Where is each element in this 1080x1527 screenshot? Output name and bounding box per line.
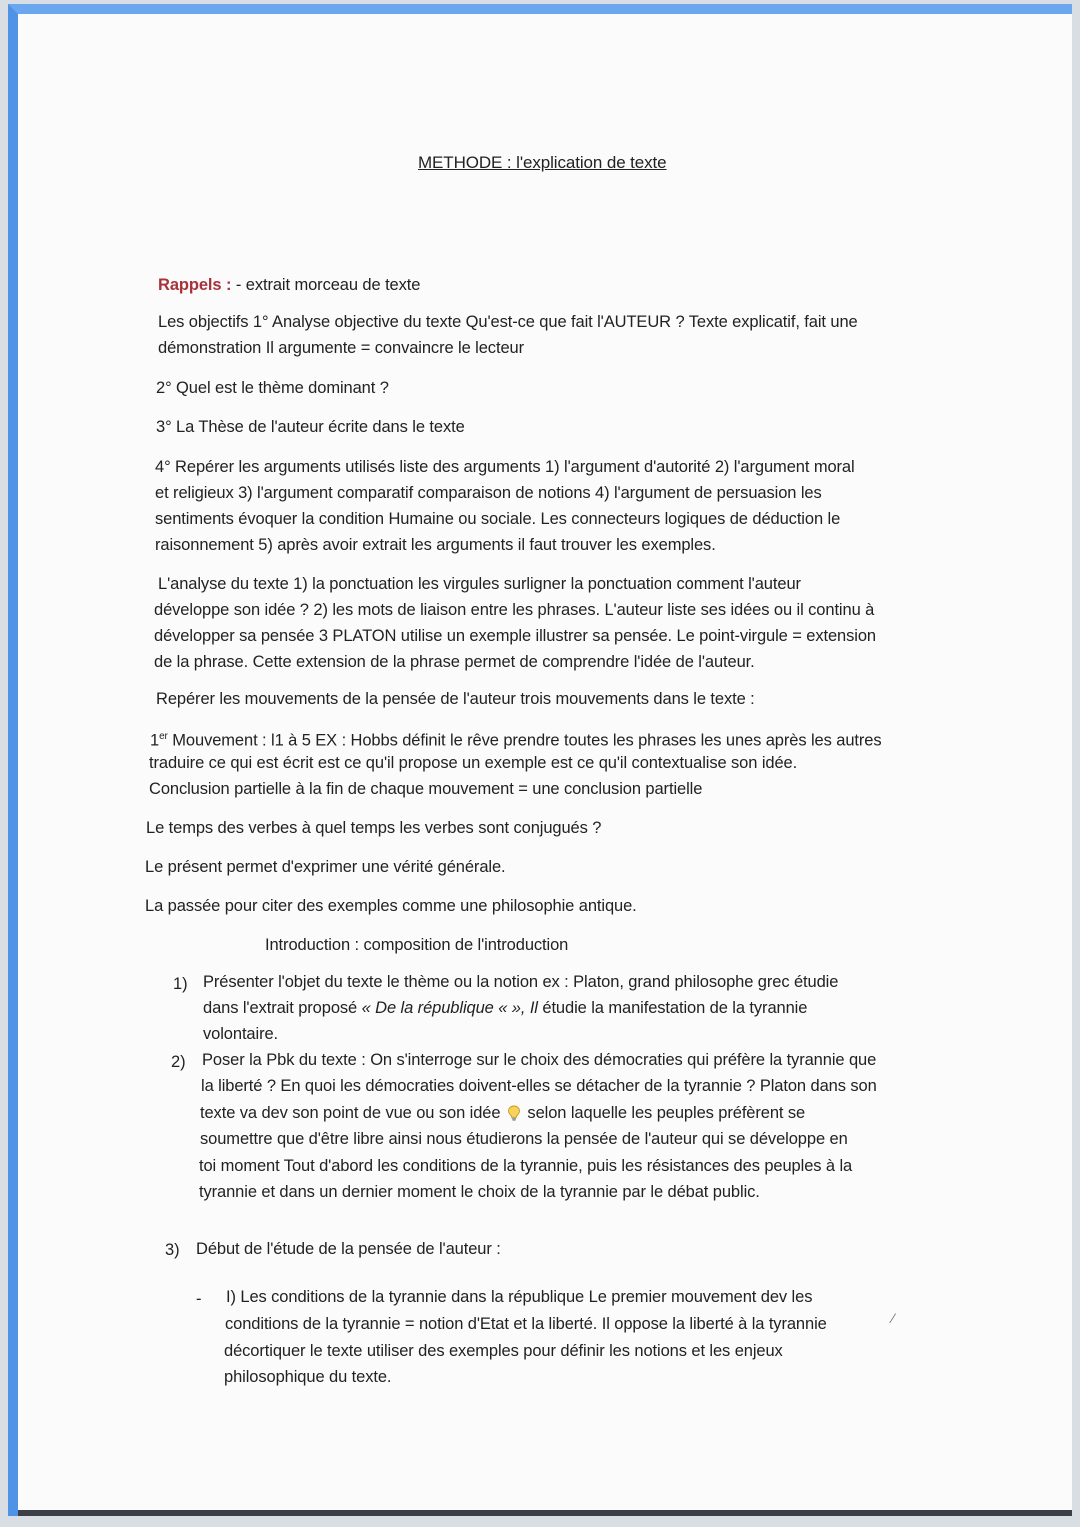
intro-item2-line-1: Poser la Pbk du texte : On s'interroge sur le choix des démocraties qui préfère la tyrannie que — [202, 1051, 877, 1069]
mouvement1-sup: er — [159, 731, 168, 742]
intro-item2-line-4: soumettre que d'être libre ainsi nous étudierons la pensée de l'auteur qui se développe en — [200, 1130, 848, 1148]
objectifs-line-3: 2° Quel est le thème dominant ? — [156, 379, 389, 397]
objectifs-line-2: démonstration Il argumente = convaincre le lecteur — [158, 339, 524, 357]
temps-line-3: La passée pour citer des exemples comme une philosophie antique. — [145, 897, 637, 915]
sub-bullet-line-1: I) Les conditions de la tyrannie dans la république Le premier mouvement dev les — [226, 1288, 813, 1306]
sub-bullet-line-2: conditions de la tyrannie = notion d'Etat et la liberté. Il oppose la liberté à la tyrannie — [225, 1315, 827, 1333]
document-page — [8, 4, 1072, 1516]
rappels-line — [158, 272, 420, 298]
intro-item2-line-2: la liberté ? En quoi les démocraties doivent-elles se détacher de la tyrannie ? Platon dans son — [201, 1077, 877, 1095]
sub-bullet-line-3: décortiquer le texte utiliser des exemples pour définir les notions et les enjeux — [224, 1342, 783, 1360]
sub-bullet-line-4: philosophique du texte. — [224, 1368, 392, 1386]
document-title: METHODE : l'explication de texte — [418, 153, 667, 172]
mouvements-intro: Repérer les mouvements de la pensée de l'auteur trois mouvements dans le texte : — [156, 690, 755, 708]
intro-number-1: 1) — [173, 975, 188, 993]
intro-item1-line-2 — [203, 995, 807, 1021]
mouvement1-line-3: Conclusion partielle à la fin de chaque mouvement = une conclusion partielle — [149, 780, 703, 798]
introduction-heading: Introduction : composition de l'introduction — [265, 936, 569, 954]
mouvement1-prefix: 1 — [150, 731, 160, 750]
page-bottom-edge — [18, 1510, 1072, 1516]
mouvement1-text: Mouvement : l1 à 5 EX : Hobbs définit le rêve prendre toutes les phrases les unes après les autres — [167, 731, 882, 750]
intro-number-2: 2) — [171, 1053, 186, 1071]
analyse-line-3: développer sa pensée 3 PLATON utilise un exemple illustrer sa pensée. Le point-virgule = extension — [154, 627, 876, 645]
intro-item1-line-1: Présenter l'objet du texte le thème ou la notion ex : Platon, grand philosophe grec étudie — [203, 973, 839, 991]
check-mark: ⁄ — [892, 1310, 895, 1326]
intro-item2-line-5: toi moment Tout d'abord les conditions de la tyrannie, puis les résistances des peuples à la — [199, 1157, 853, 1175]
temps-line-1: Le temps des verbes à quel temps les verbes sont conjugués ? — [146, 819, 602, 837]
intro-number-3: 3) — [165, 1241, 180, 1259]
rappels-label: Rappels : — [158, 276, 232, 294]
intro-item1-line-3: volontaire. — [203, 1025, 279, 1043]
intro-item3: Début de l'étude de la pensée de l'auteur : — [196, 1240, 501, 1258]
intro-item2-text-a: texte va dev son point de vue ou son idée — [200, 1104, 501, 1122]
intro-item1-italic: « De la république « », Il — [361, 999, 538, 1017]
objectifs-line-6: et religieux 3) l'argument comparatif comparaison de notions 4) l'argument de persuasion les — [155, 484, 822, 502]
objectifs-line-5: 4° Repérer les arguments utilisés liste des arguments 1) l'argument d'autorité 2) l'argument moral — [155, 458, 855, 476]
intro-item1-text-b: étudie la manifestation de la tyrannie — [537, 999, 808, 1017]
objectifs-line-8: raisonnement 5) après avoir extrait les arguments il faut trouver les exemples. — [155, 536, 716, 554]
intro-item2-text-b: selon laquelle les peuples préfèrent se — [527, 1104, 806, 1122]
intro-item2-line-6: tyrannie et dans un dernier moment le choix de la tyrannie par le débat public. — [199, 1183, 760, 1201]
objectifs-line-7: sentiments évoquer la condition Humaine ou sociale. Les connecteurs logiques de déduction le — [155, 510, 841, 528]
lightbulb-icon — [507, 1105, 521, 1121]
temps-line-2: Le présent permet d'exprimer une vérité générale. — [145, 858, 506, 876]
rappels-text: - extrait morceau de texte — [231, 276, 421, 294]
intro-item2-line-3 — [200, 1100, 805, 1126]
analyse-line-1: L'analyse du texte 1) la ponctuation les virgules surligner la ponctuation comment l'auteur — [158, 575, 801, 593]
analyse-line-4: de la phrase. Cette extension de la phrase permet de comprendre l'idée de l'auteur. — [154, 653, 755, 671]
objectifs-line-1: Les objectifs 1° Analyse objective du texte Qu'est-ce que fait l'AUTEUR ? Texte explicatif, fait une — [158, 313, 858, 331]
sub-bullet-dash: - — [196, 1290, 202, 1308]
intro-item1-text-a: dans l'extrait proposé — [203, 999, 362, 1017]
objectifs-line-4: 3° La Thèse de l'auteur écrite dans le texte — [156, 418, 465, 436]
mouvement1-line-2: traduire ce qui est écrit est ce qu'il propose un exemple est ce qu'il contextualise son idée. — [149, 754, 798, 772]
analyse-line-2: développe son idée ? 2) les mots de liaison entre les phrases. L'auteur liste ses idées ou il continu à — [154, 601, 875, 619]
